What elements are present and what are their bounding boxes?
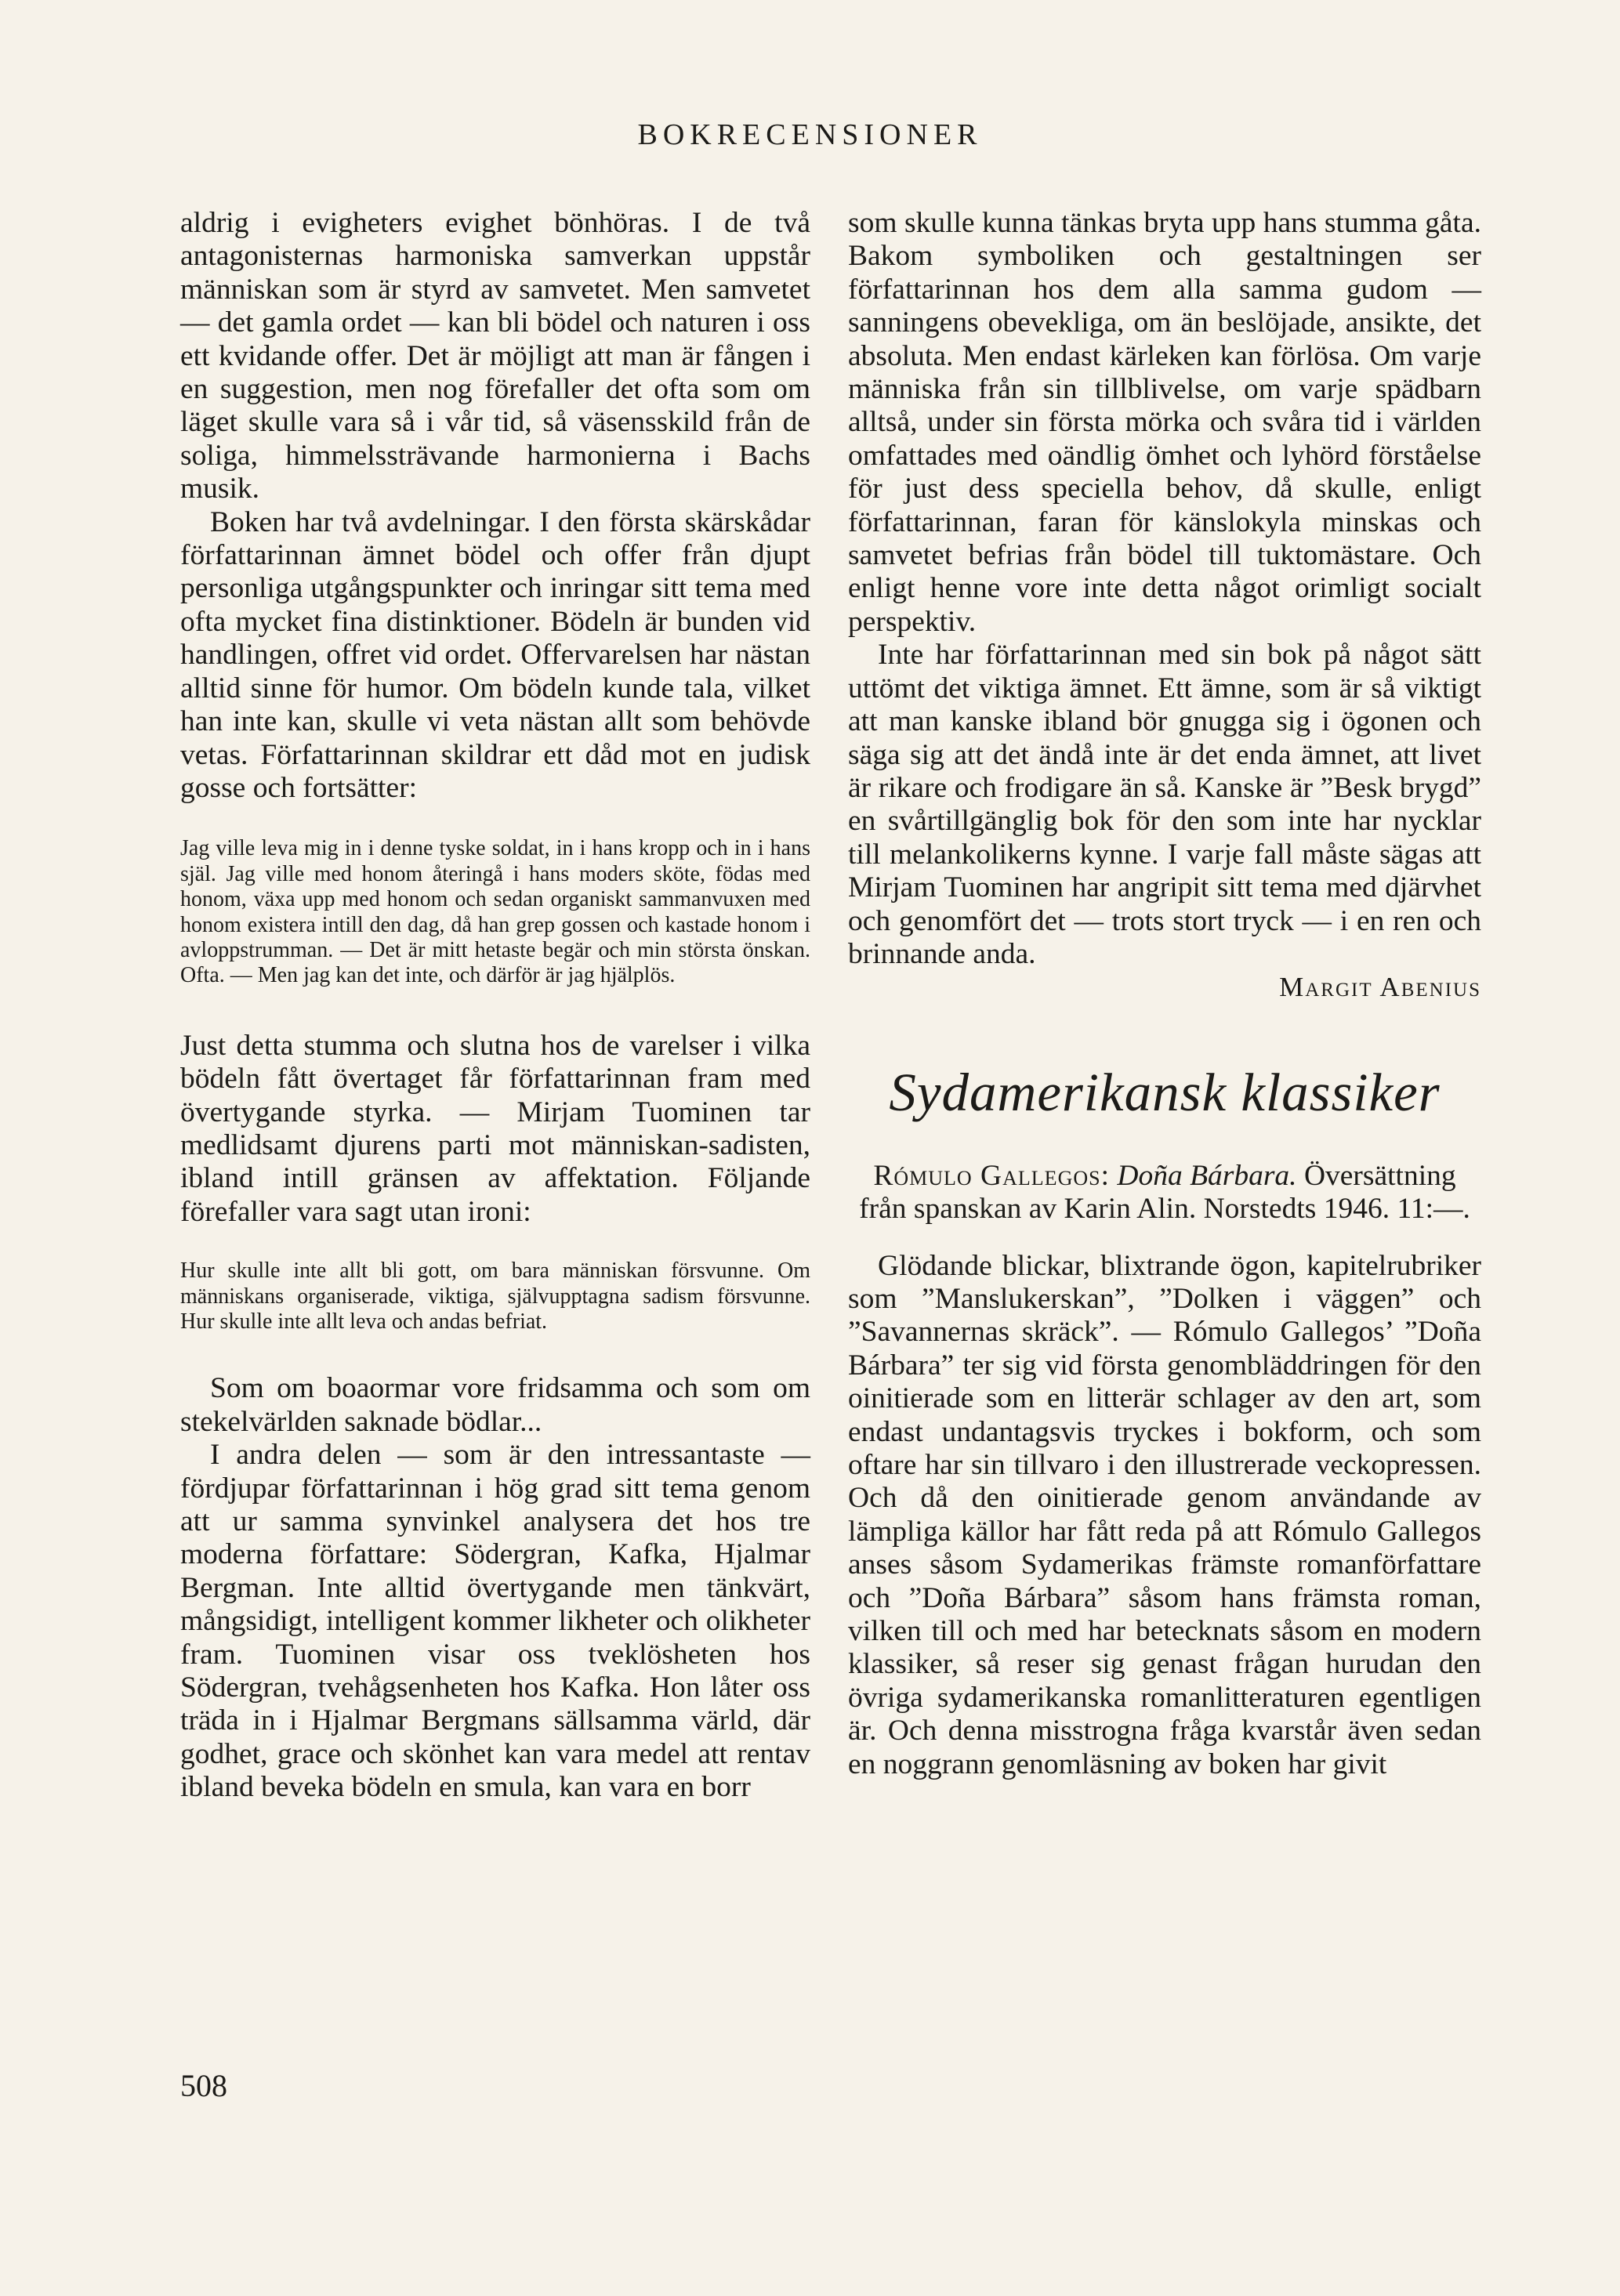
book-details: Översättning från spanskan av Karin Alin. Norstedts 1946. 11:—. [859, 1159, 1470, 1226]
section-title: Sydamerikansk klassiker [889, 1062, 1441, 1122]
paragraph: Just detta stumma och slutna hos de varelser i vilka bödeln fått övertaget får författarinnan fram med övertygande styrka. — Mirjam Tuominen tar medlidsamt djurens parti mot människan-sadisten, ibland intill gränsen av affektation. Följande förefaller vara sagt utan ironi: [180, 1029, 810, 1228]
paragraph: aldrig i evigheters evighet bönhöras. I de två antagonisternas harmoniska samverkan uppstår människan som är styrd av samvetet. Men samvetet — det gamla ordet — kan bli bödel och naturen i oss ett kvidande offer. Det är möjligt att man är fången i en suggestion, men nog förefaller det ofta som om läget skulle vara så i vår tid, så väsensskild från de soliga, himmelssträvande harmonierna i Bachs musik. [180, 207, 810, 505]
book-author: Rómulo Gallegos: [873, 1159, 1110, 1192]
paragraph: Glödande blickar, blixtrande ögon, kapitelrubriker som ”Manslukerskan”, ”Dolken i väggen” och ”Savannernas skräck”. — Rómulo Gallegos’ ”Doña Bárbara” ter sig vid första genombläddringen för den oinitierade som en litterär schlager av den art, som endast undantagsvis tryckes i bokform, och som oftare har sin tillvaro i den illustrerade veckopressen. Och då den oinitierade genom användande av lämpliga källor har fått reda på att Rómulo Gallegos anses såsom Sydamerikas främste romanförfattare och ”Doña Bárbara” såsom hans främsta roman, vilken till och med har betecknats såsom en modern klassiker, så reser sig genast frågan hurudan den övriga sydamerikanska romanlitteraturen egentligen är. Och denna misstrogna fråga kvarstår även sedan en noggrann genomläsning av boken har givit [848, 1249, 1481, 1780]
paragraph: Som om boaormar vore fridsamma och som om stekelvärlden saknade bödlar... [180, 1372, 810, 1438]
left-column [180, 207, 810, 1805]
paragraph: som skulle kunna tänkas bryta upp hans stumma gåta. Bakom symboliken och gestaltningen ser författarinnan hos dem alla samma gudom — sanningens obevekliga, om än beslöjade, ansikte, det absoluta. Men endast kärleken kan förlösa. Om varje människa från sin tillblivelse, om varje spädbarn alltså, under sin första mörka och svåra tid i världen omfattades med oändlig ömhet och lyhörd förståelse för just dess speciella behov, då skulle, enligt författarinnan, faran för känslokyla minskas och samvetet befrias från bödel till tuktomästare. Och enligt henne vore inte detta något orimligt socialt perspektiv. [848, 207, 1481, 638]
paragraph: I andra delen — som är den intressantaste — fördjupar författarinnan i hög grad sitt tema genom att ur samma synvinkel analysera det hos tre moderna författare: Södergran, Kafka, Hjalmar Bergman. Inte alltid övertygande men tänkvärt, mångsidigt, intelligent kommer likheter och olikheter fram. Tuominen visar oss tveklösheten hos Södergran, tvehågsenheten hos Kafka. Hon låter oss träda in i Hjalmar Bergmans sällsamma värld, där godhet, grace och skönhet kan vara medel att rentav ibland beveka bödeln en smula, kan vara en borr [180, 1439, 810, 1804]
paragraph: Inte har författarinnan med sin bok på något sätt uttömt det viktiga ämnet. Ett ämne, som är så viktigt att man kanske ibland bör gnugga sig i ögonen och säga sig att det ändå inte är det enda ämnet, att livet är rikare och frodigare än så. Kanske är ”Besk brygd” en svårtillgänglig bok för den som inte har nycklar till melankolikerns kynne. I varje fall måste sägas att Mirjam Tuominen har angripit sitt tema med djärvhet och genomfört det — trots stort tryck — i en ren och brinnande anda. [848, 639, 1481, 970]
block-quote: Jag ville leva mig in i denne tyske soldat, in i hans kropp och in i hans själ. Jag ville med honom återingå i hans moders sköte, födas med honom, växa upp med honom och sedan organiskt sammanvuxen med honom existera intill den dag, då han grep gossen och kastade honom i avloppstrumman. — Det är mitt hetaste begär och min största önskan. Ofta. — Men jag kan det inte, och därför är jag hjälplös. [180, 836, 810, 988]
book-title: Doña Bárbara. [1117, 1159, 1297, 1192]
running-header: BOKRECENSIONER [637, 118, 983, 151]
review-signature: Margit Abenius [1279, 972, 1481, 1003]
book-reference [848, 1160, 1481, 1226]
page-number: 508 [180, 2068, 227, 2103]
paragraph: Boken har två avdelningar. I den första skärskådar författarinnan ämnet bödel och offer från djupt personliga utgångspunkter och inringar sitt tema med ofta mycket fina distinktioner. Bödeln är bunden vid handlingen, offret vid ordet. Offervarelsen har nästan alltid sinne för humor. Om bödeln kunde tala, vilket han inte kan, skulle vi veta nästan allt som behövde vetas. Författarinnan skildrar ett dåd mot en judisk gosse och fortsätter: [180, 505, 810, 804]
block-quote: Hur skulle inte allt bli gott, om bara människan försvunne. Om människans organiserade, viktiga, självupptagna sadism försvunne. Hur skulle inte allt leva och andas befriat. [180, 1258, 810, 1334]
right-column [848, 207, 1481, 1781]
